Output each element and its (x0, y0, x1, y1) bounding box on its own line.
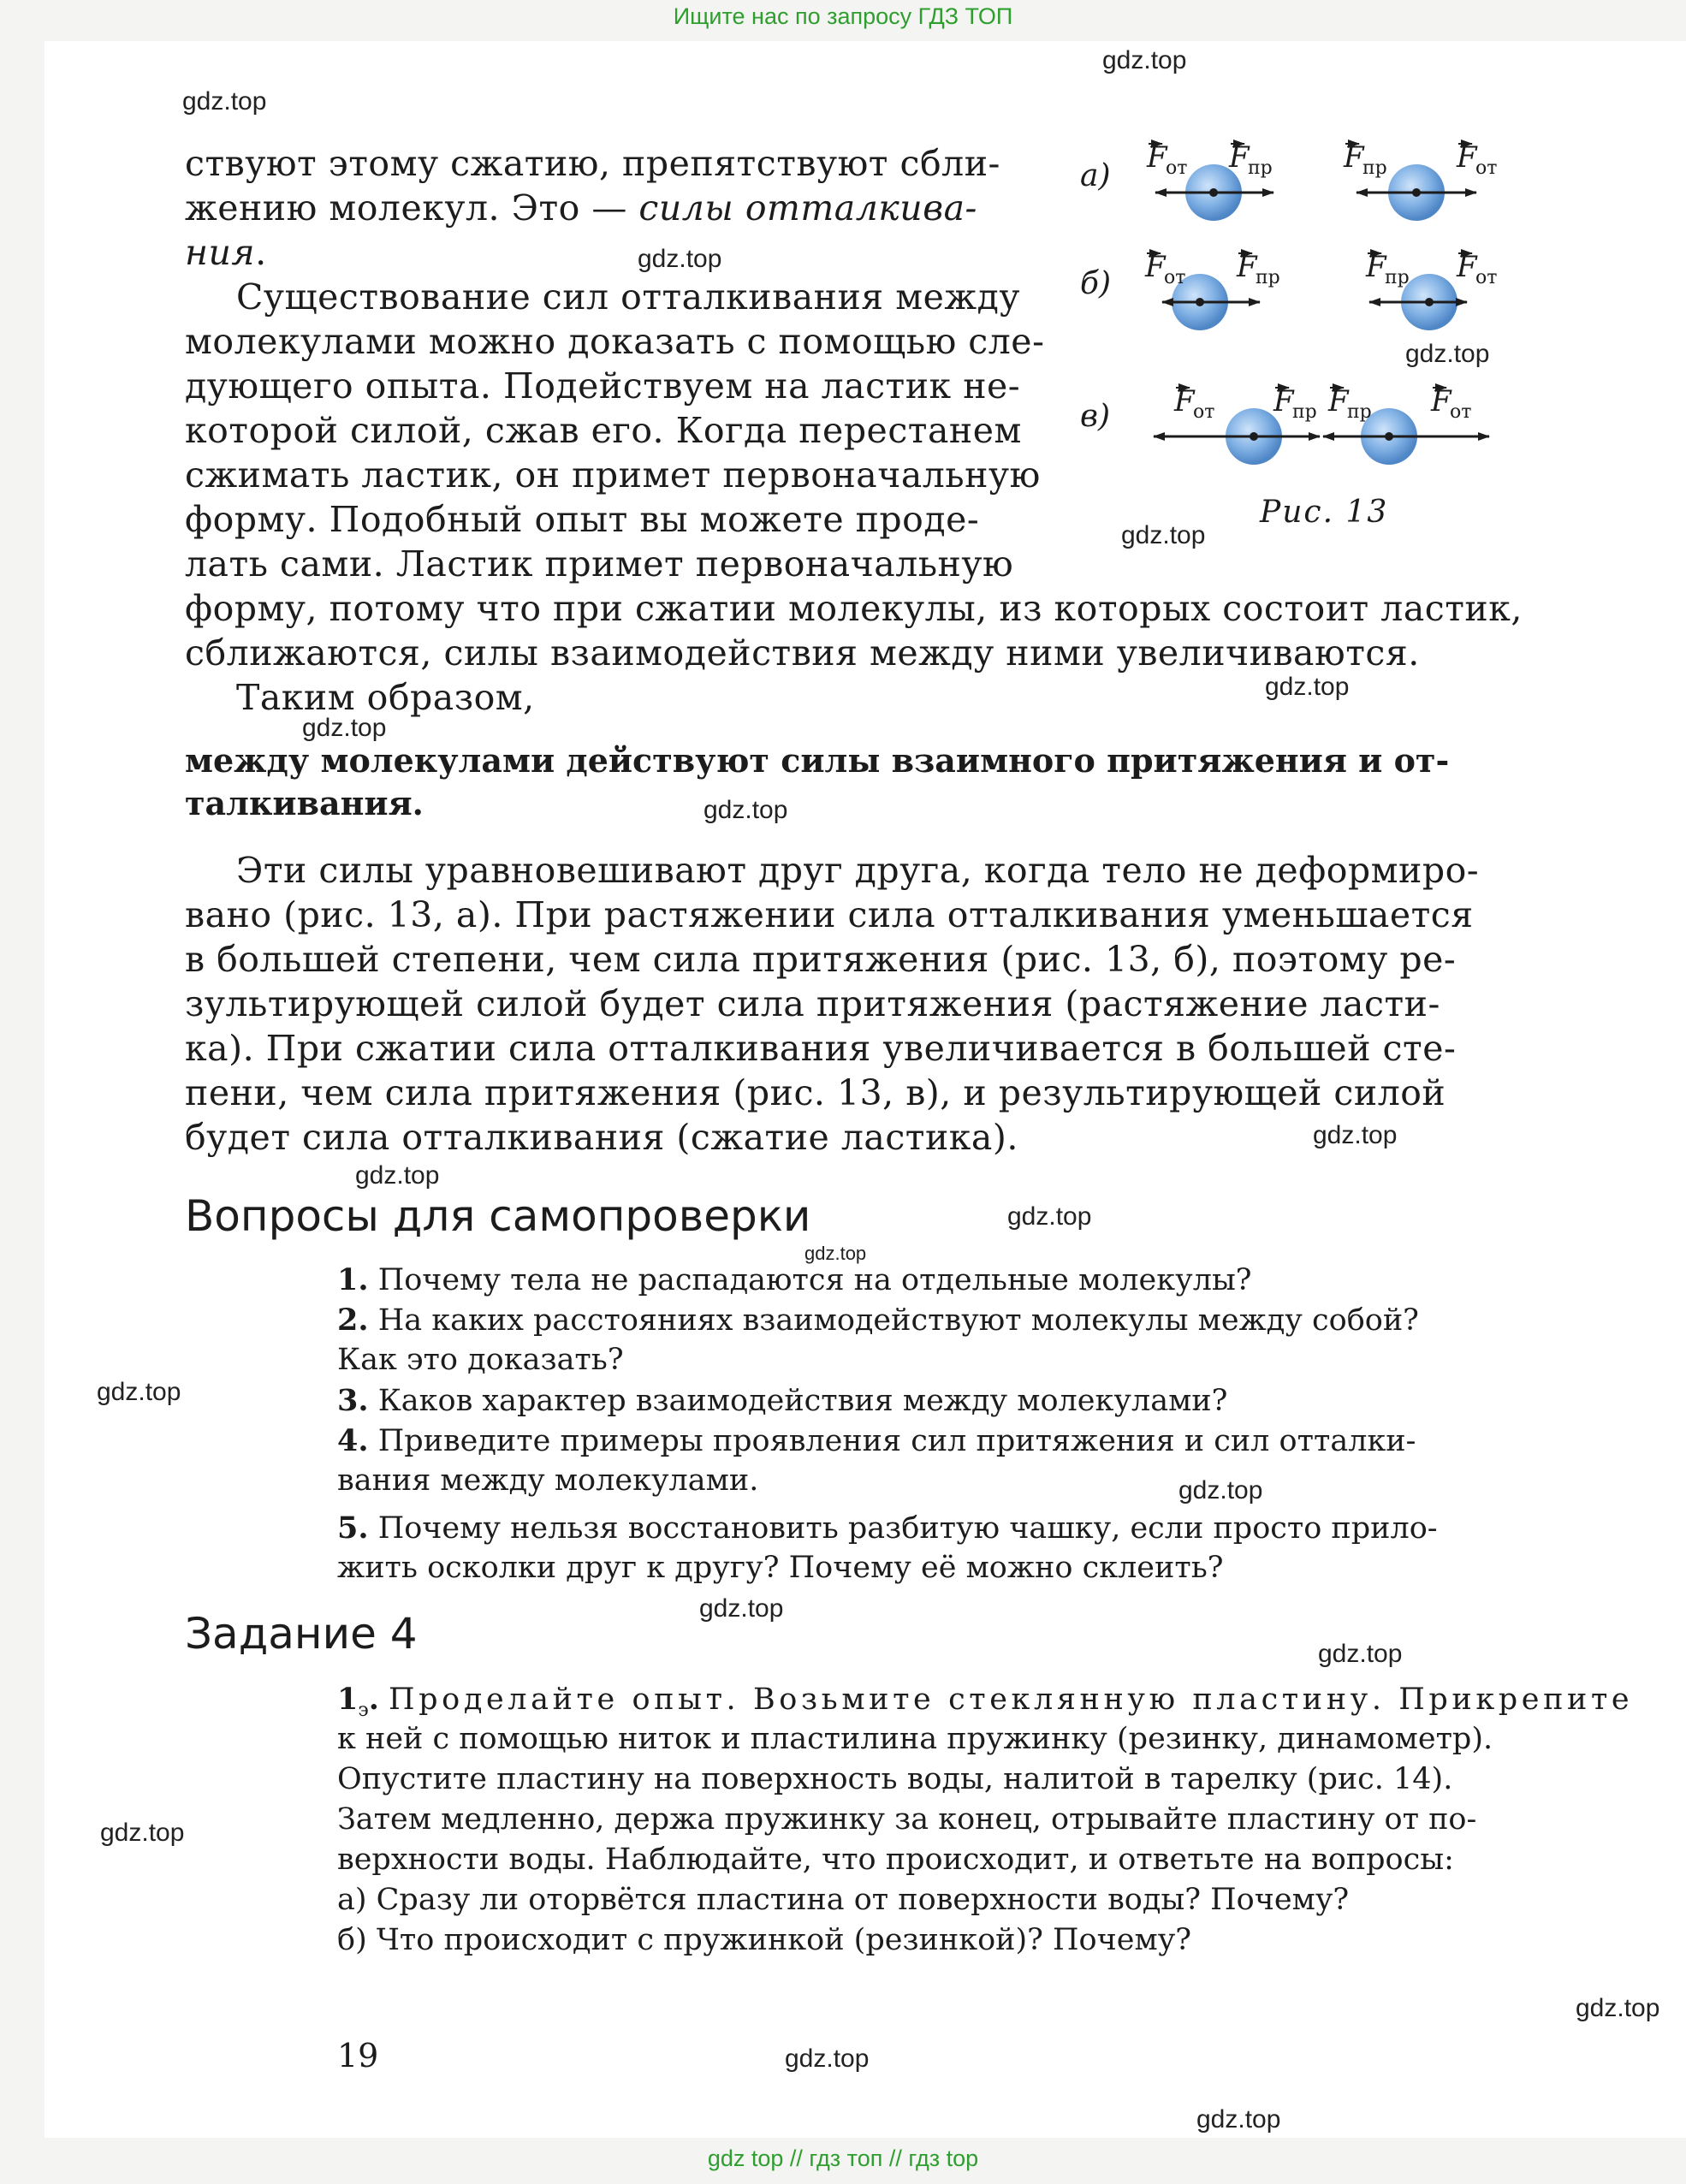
force-label (1228, 140, 1273, 179)
task-number: 1 (337, 1682, 359, 1717)
page-number: 19 (337, 2037, 379, 2074)
force-label (1456, 250, 1497, 288)
question-number: 5. (337, 1510, 369, 1546)
question-item (337, 1508, 1438, 1549)
watermark: gdz.top (638, 245, 722, 273)
svg-text:F: F (1328, 384, 1349, 418)
svg-text:пр: пр (1385, 267, 1410, 288)
svg-text:F: F (1273, 384, 1294, 418)
top-banner[interactable]: Ищите нас по запросу ГДЗ ТОП (673, 3, 1013, 29)
question-text: Приведите примеры проявления сил притяжения и сил отталки- (377, 1424, 1416, 1458)
svg-text:F: F (1431, 384, 1452, 418)
watermark: gdz.top (1405, 340, 1490, 368)
svg-text:пр: пр (1362, 157, 1387, 179)
svg-text:от: от (1193, 401, 1215, 423)
svg-text:от: от (1475, 267, 1498, 288)
conclusion-intro: Таким образом, (236, 677, 535, 718)
watermark: gdz.top (1265, 673, 1350, 701)
task-number-dot: . (368, 1682, 379, 1717)
svg-text:пр: пр (1256, 267, 1280, 288)
svg-text:пр: пр (1292, 401, 1317, 423)
question-item (337, 1260, 1252, 1301)
svg-text:F: F (1344, 140, 1364, 175)
paragraph-line: форму. Подобный опыт вы можете проде- (185, 499, 980, 540)
svg-text:от: от (1450, 401, 1472, 423)
task-text: верхности воды. Наблюдайте, что происходит, и ответьте на вопросы: (337, 1843, 1454, 1877)
paragraph-line: в большей степени, чем сила притяжения (рис. 13, б), поэтому ре- (185, 939, 1457, 980)
svg-text:пр: пр (1347, 401, 1372, 423)
watermark: gdz.top (699, 1594, 784, 1623)
question-text: Почему тела не распадаются на отдельные молекулы? (377, 1263, 1252, 1297)
task-text: а) Сразу ли оторвётся пластина от поверхности воды? Почему? (337, 1883, 1350, 1917)
paragraph-line: ствуют этому сжатию, препятствуют сбли- (185, 143, 1000, 184)
question-item (337, 1300, 1419, 1341)
svg-text:от: от (1475, 157, 1498, 179)
question-text: вания между молекулами. (337, 1463, 759, 1498)
paragraph-line: дующего опыта. Подействуем на ластик не- (185, 365, 1021, 407)
watermark: gdz.top (804, 1243, 867, 1264)
footer-links[interactable]: gdz top // гдз топ // гдз top (707, 2145, 979, 2171)
paragraph-line: форму, потому что при сжатии молекулы, из которых состоит ластик, (185, 588, 1523, 629)
question-number: 1. (337, 1262, 369, 1297)
paragraph-line: молекулами можно доказать с помощью сле- (185, 321, 1045, 362)
paragraph-line: сближаются, силы взаимодействия между ними увеличиваются. (185, 632, 1420, 674)
force-label (1430, 384, 1471, 423)
self-check-heading: Вопросы для самопроверки (185, 1191, 811, 1241)
question-text: На каких расстояниях взаимодействуют молекулы между собой? (377, 1303, 1419, 1338)
question-text: Почему нельзя восстановить разбитую чашку, если просто прило- (377, 1511, 1438, 1546)
task-text: Опустите пластину на поверхность воды, налитой в тарелку (рис. 14). (337, 1762, 1453, 1796)
paragraph-line (185, 186, 977, 230)
question-text: Как это доказать? (337, 1343, 624, 1377)
paragraph-line: сжимать ластик, он примет первоначальную (185, 454, 1041, 496)
term-italic: силы отталкива- (638, 187, 977, 228)
svg-text:от: от (1166, 157, 1188, 179)
paragraph-line: зультирующей силой будет сила притяжения (растяжение ласти- (185, 983, 1440, 1024)
paragraph-line: которой силой, сжав его. Когда перестанем (185, 410, 1022, 451)
conclusion-line: между молекулами действуют силы взаимного притяжения и от- (185, 741, 1450, 780)
figure-label-c: в) (1080, 399, 1110, 434)
question-item (337, 1380, 1227, 1421)
svg-text:F: F (1237, 250, 1257, 284)
task-text: Затем медленно, держа пружинку за конец, отрывайте пластину от по- (337, 1802, 1477, 1837)
paragraph-line: Эти силы уравновешивают друг друга, когда тело не деформиро- (236, 850, 1480, 891)
watermark: gdz.top (785, 2045, 870, 2073)
figure-caption: Рис. 13 (1260, 495, 1389, 530)
svg-text:от: от (1164, 267, 1186, 288)
paragraph-line (185, 230, 267, 275)
force-label (1173, 384, 1214, 423)
question-text: Каков характер взаимодействия между молекулами? (377, 1384, 1228, 1418)
watermark: gdz.top (1313, 1121, 1398, 1149)
conclusion-line: талкивания. (185, 784, 424, 822)
svg-text:F: F (1457, 140, 1477, 175)
svg-text:F: F (1174, 384, 1195, 418)
force-label (1327, 384, 1372, 423)
watermark: gdz.top (182, 87, 267, 116)
question-number: 2. (337, 1303, 369, 1338)
force-label (1343, 140, 1387, 179)
task-text: Проделайте опыт. Возьмите стеклянную пластину. Прикрепите (389, 1683, 1634, 1717)
svg-text:F: F (1457, 250, 1477, 284)
paragraph-line: будет сила отталкивания (сжатие ластика). (185, 1117, 1018, 1158)
watermark: gdz.top (302, 714, 387, 742)
watermark: gdz.top (355, 1161, 440, 1190)
watermark: gdz.top (1007, 1202, 1092, 1231)
paragraph-line: лать сами. Ластик примет первоначальную (185, 543, 1014, 585)
watermark: gdz.top (97, 1378, 181, 1406)
svg-text:F: F (1147, 140, 1167, 175)
svg-text:F: F (1145, 250, 1166, 284)
force-label (1146, 140, 1187, 179)
paragraph-line: Существование сил отталкивания между (236, 276, 1020, 318)
force-label (1273, 384, 1317, 423)
task-text: к ней с помощью ниток и пластилина пружинку (резинку, динамометр). (337, 1722, 1493, 1756)
force-label (1144, 250, 1185, 288)
force-label (1456, 140, 1497, 179)
task-text: б) Что происходит с пружинкой (резинкой)? Почему? (337, 1923, 1192, 1957)
watermark: gdz.top (1196, 2105, 1281, 2134)
term-italic: ния (185, 232, 256, 273)
figure-13 (1061, 128, 1515, 548)
text-run: жению молекул. Это — (185, 187, 639, 228)
watermark: gdz.top (1178, 1476, 1263, 1504)
question-text: жить осколки друг к другу? Почему её можно склеить? (337, 1551, 1224, 1585)
question-number: 4. (337, 1423, 369, 1458)
svg-text:F: F (1229, 140, 1250, 175)
figure-label-a: а) (1080, 158, 1111, 193)
watermark: gdz.top (1102, 46, 1187, 74)
watermark: gdz.top (1318, 1640, 1403, 1668)
task-number-sub: э (358, 1700, 369, 1721)
question-item (337, 1421, 1416, 1462)
force-label (1365, 250, 1410, 288)
watermark: gdz.top (1576, 1994, 1660, 2022)
paragraph-line: пени, чем сила притяжения (рис. 13, в), и результирующей силой (185, 1072, 1446, 1113)
watermark: gdz.top (1121, 521, 1206, 549)
question-number: 3. (337, 1383, 369, 1418)
watermark: gdz.top (703, 796, 788, 824)
force-label (1236, 250, 1280, 288)
watermark: gdz.top (100, 1819, 185, 1847)
figure-label-b: б) (1080, 266, 1112, 301)
paragraph-line: ка). При сжатии сила отталкивания увеличивается в большей сте- (185, 1028, 1457, 1069)
task-heading: Задание 4 (185, 1609, 418, 1659)
paragraph-line: вано (рис. 13, а). При растяжении сила отталкивания уменьшается (185, 894, 1474, 935)
text-run: . (255, 232, 267, 273)
svg-text:пр: пр (1248, 157, 1273, 179)
svg-text:F: F (1366, 250, 1386, 284)
